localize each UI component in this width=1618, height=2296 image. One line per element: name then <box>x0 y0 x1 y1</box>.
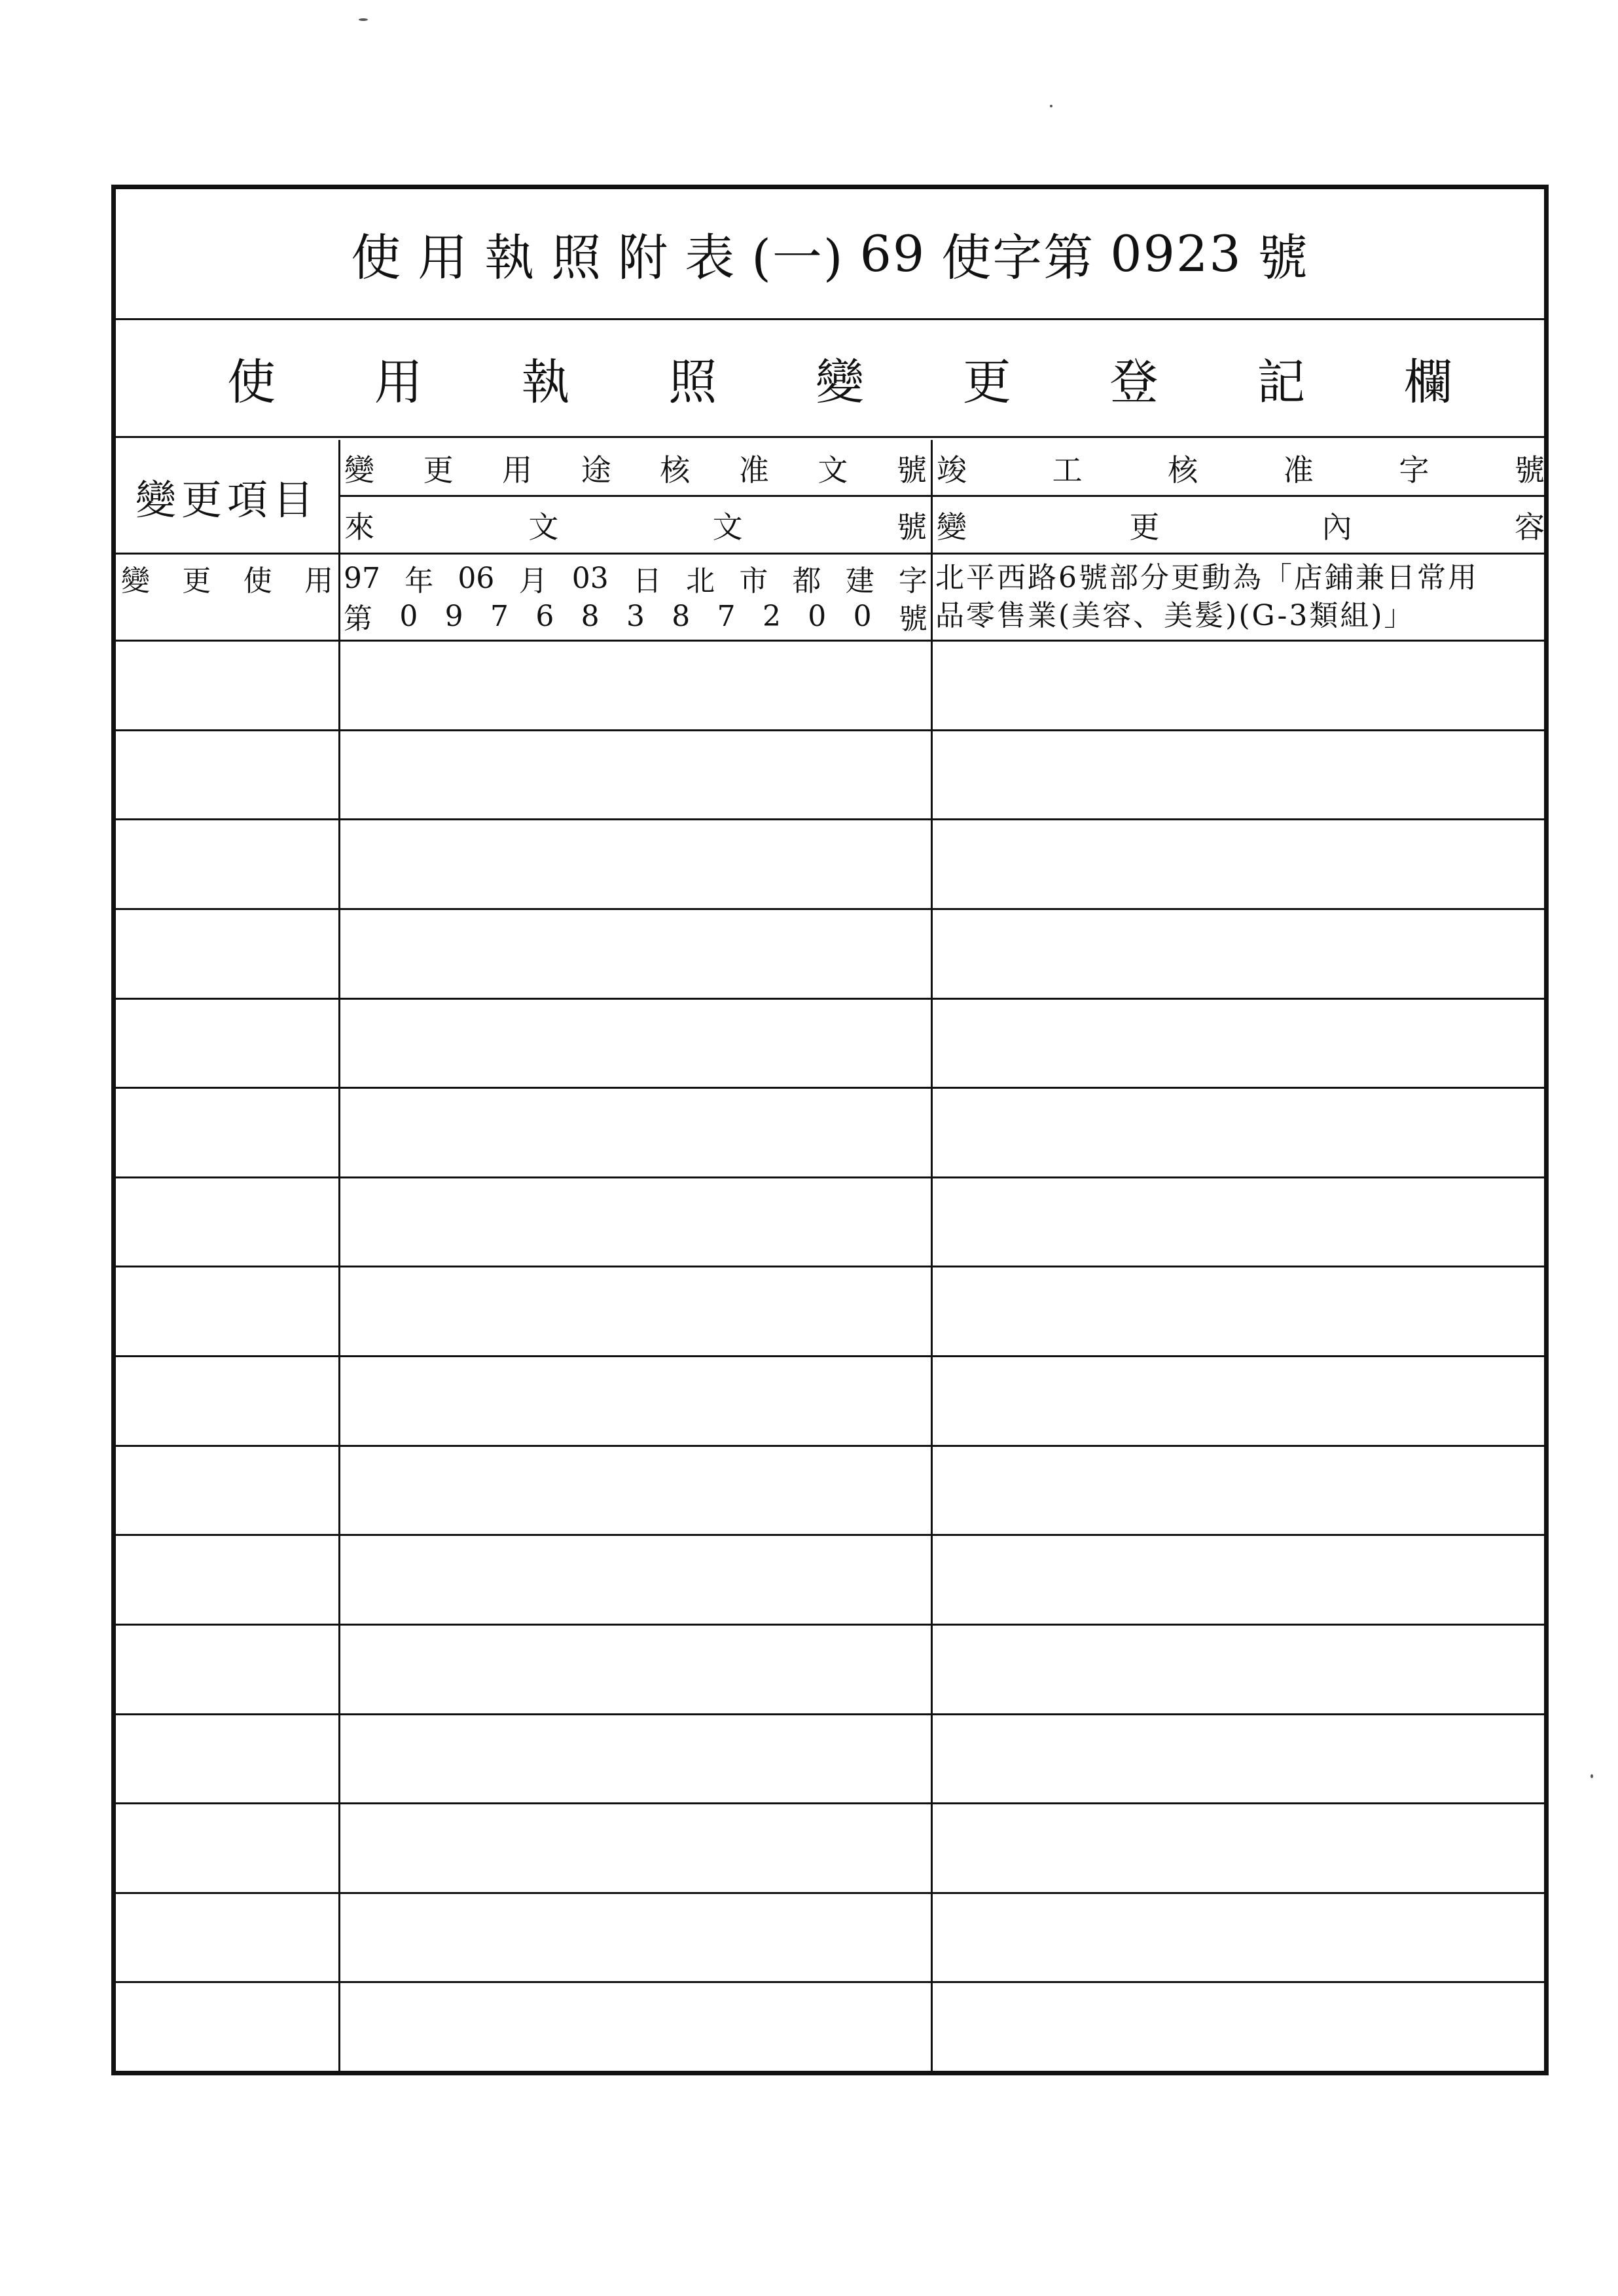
title-char: 照 <box>551 228 603 287</box>
entry-char: 月 <box>518 564 548 598</box>
subtitle-char: 執 <box>521 354 570 410</box>
form-title-row <box>116 189 1544 320</box>
title-char: 69 <box>859 225 926 283</box>
scan-speck <box>1591 1774 1593 1778</box>
row-divider <box>116 1087 1544 1089</box>
column-divider <box>931 440 933 2071</box>
entry-char: 06 <box>458 561 495 595</box>
entry-char: 字 <box>898 564 927 598</box>
subtitle-char: 用 <box>374 354 423 410</box>
entry-item <box>121 560 333 596</box>
subtitle-char: 欄 <box>1404 354 1452 410</box>
title-char: 附 <box>618 228 670 287</box>
entry-char: 都 <box>792 564 821 598</box>
header-char: 更 <box>1129 509 1160 545</box>
entry-char: 建 <box>845 564 874 598</box>
column-divider <box>338 440 340 2071</box>
approval-doc-no-header <box>340 440 931 496</box>
header-char: 更 <box>423 452 454 488</box>
usage-permit-change-form <box>111 185 1549 2075</box>
entry-content-line-1: 北平西路6號部分更動為「店鋪兼日常用 <box>935 561 1479 594</box>
table-row <box>116 555 1544 640</box>
entry-char: 0 <box>808 599 827 633</box>
header-char: 核 <box>660 452 691 488</box>
incoming-doc-no-header <box>340 498 931 553</box>
form-subtitle <box>227 320 1452 436</box>
entry-char: 更 <box>182 564 211 598</box>
row-divider <box>116 908 1544 910</box>
title-char: 使字第 <box>941 228 1095 287</box>
form-title <box>116 189 1544 318</box>
row-divider <box>116 1534 1544 1536</box>
scan-speck <box>359 18 368 21</box>
subtitle-char: 使 <box>227 354 276 410</box>
entry-char: 年 <box>404 564 434 598</box>
completion-approval-no-header <box>933 440 1549 496</box>
entry-char: 0 <box>399 599 418 633</box>
header-char: 來 <box>344 509 374 545</box>
entry-char: 9 <box>444 599 463 633</box>
entry-char: 6 <box>535 599 554 633</box>
header-char: 字 <box>1399 452 1429 488</box>
entry-char: 第 <box>344 602 372 636</box>
entry-char: 0 <box>853 599 872 633</box>
entry-char: 市 <box>739 564 768 598</box>
header-char: 文 <box>818 452 848 488</box>
row-divider <box>116 1266 1544 1267</box>
entry-char: 97 <box>344 561 380 595</box>
header-char: 內 <box>1321 509 1352 545</box>
entry-char: 7 <box>490 599 509 633</box>
header-char: 號 <box>1514 452 1545 488</box>
header-char: 用 <box>502 452 533 488</box>
scan-speck <box>1050 105 1052 107</box>
subtitle-char: 照 <box>668 354 717 410</box>
entry-char: 7 <box>717 599 736 633</box>
entry-doc-line-2 <box>344 598 927 634</box>
entry-char: 日 <box>632 564 662 598</box>
title-char: 用 <box>418 228 469 287</box>
header-char: 號 <box>896 509 927 545</box>
entry-char: 變 <box>121 564 150 598</box>
header-divider <box>338 495 1544 497</box>
entry-char: 用 <box>304 564 333 598</box>
change-content-header <box>933 498 1549 553</box>
entry-doc-line-1 <box>344 560 927 596</box>
subtitle-char: 記 <box>1257 354 1306 410</box>
header-char: 變 <box>937 509 967 545</box>
row-divider <box>116 1355 1544 1357</box>
subtitle-char: 登 <box>1109 354 1159 410</box>
entry-char: 8 <box>581 599 600 633</box>
entry-char: 號 <box>898 602 927 636</box>
title-char: 執 <box>484 228 536 287</box>
category-header: 變更項目 <box>135 475 319 524</box>
header-char: 竣 <box>937 452 967 488</box>
row-divider <box>116 1892 1544 1894</box>
header-char: 核 <box>1168 452 1198 488</box>
header-char: 途 <box>581 452 611 488</box>
header-char: 准 <box>738 452 769 488</box>
row-divider <box>116 1981 1544 1983</box>
entry-content-line-2: 品零售業(美容、美髮)(G-3類組)」 <box>935 599 1415 632</box>
entry-char: 8 <box>672 599 691 633</box>
row-divider <box>116 1176 1544 1178</box>
header-char: 文 <box>712 509 743 545</box>
title-char: 使 <box>351 228 403 287</box>
header-char: 容 <box>1514 509 1545 545</box>
title-char: 表 <box>685 228 736 287</box>
entry-char: 03 <box>571 561 609 595</box>
entry-char: 3 <box>626 599 645 633</box>
row-divider <box>116 1624 1544 1626</box>
row-divider <box>116 1445 1544 1447</box>
header-char: 准 <box>1283 452 1314 488</box>
title-char: 號 <box>1257 228 1309 287</box>
header-char: 工 <box>1052 452 1083 488</box>
header-char: 文 <box>528 509 559 545</box>
form-subtitle-row <box>116 320 1544 438</box>
entry-char: 2 <box>762 599 781 633</box>
title-char: 0923 <box>1110 225 1242 283</box>
row-divider <box>116 1802 1544 1804</box>
subtitle-char: 變 <box>816 354 864 410</box>
header-char: 變 <box>344 452 374 488</box>
row-divider <box>116 729 1544 731</box>
row-divider <box>116 1713 1544 1715</box>
title-char: (一) <box>751 228 844 287</box>
header-char: 號 <box>896 452 927 488</box>
row-divider <box>116 818 1544 820</box>
entry-char: 北 <box>686 564 715 598</box>
entry-char: 使 <box>243 564 272 598</box>
subtitle-char: 更 <box>962 354 1011 410</box>
row-divider <box>116 640 1544 642</box>
row-divider <box>116 998 1544 1000</box>
change-registration-table <box>116 440 1544 2071</box>
